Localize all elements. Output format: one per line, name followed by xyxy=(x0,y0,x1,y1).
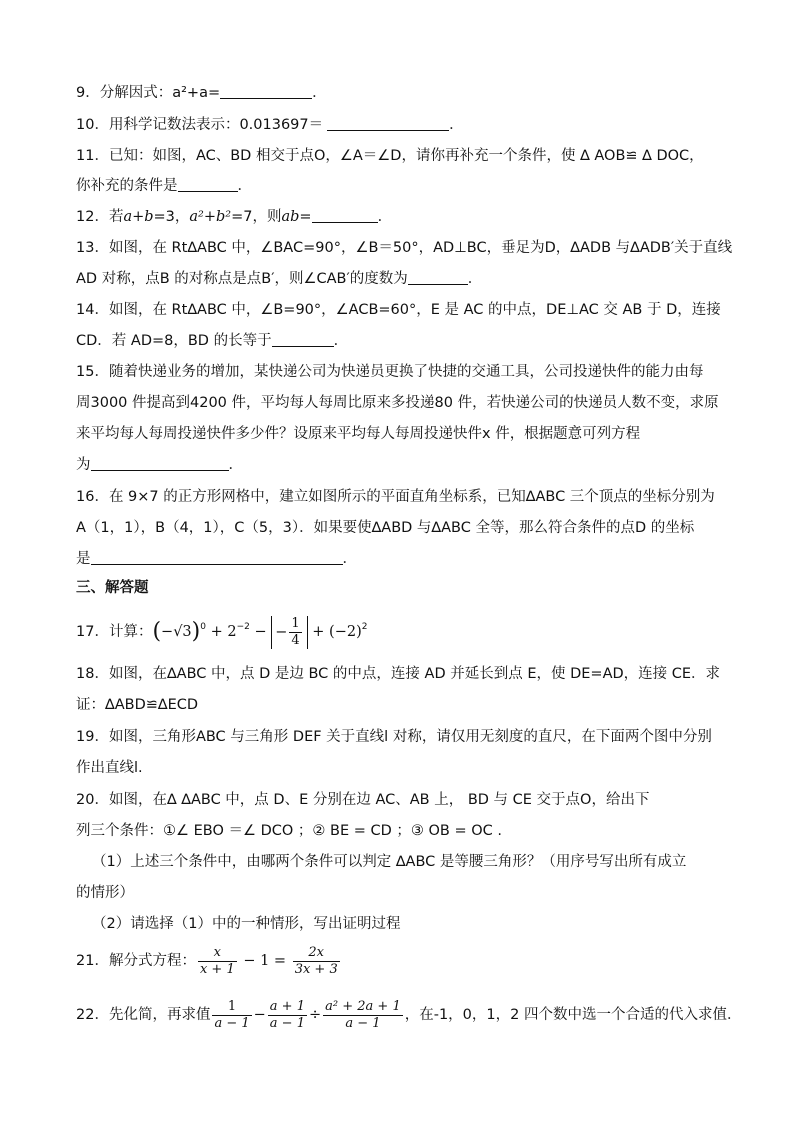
question-18-line1: 18．如图，在∆ABC 中，点 D 是边 BC 的中点，连接 AD 并延长到点 E，使 DE=AD，连接 CE．求 xyxy=(76,666,721,682)
question-13-line2: AD 对称，点B 的对称点是点B′，则∠CAB′的度数为 ． xyxy=(76,271,483,287)
question-16-line2: A（1，1），B（4，1），C（5，3）．如果要使∆ABD 与∆ABC 全等，那么符合条件的点D 的坐标 xyxy=(76,520,695,536)
answer-blank[interactable] xyxy=(91,549,343,565)
question-13-line1: 13．如图，在 Rt∆ABC 中，∠BAC=90°，∠B＝50°，AD⊥BC，垂足为D，∆ADB 与∆ADB′关于直线 xyxy=(76,240,733,256)
question-20-sub2: （2）请选择（1）中的一种情形，写出证明过程 xyxy=(92,916,401,932)
q10-text: 10．用科学记数法表示：0.013697＝ xyxy=(76,117,324,133)
question-16-line1: 16．在 9×7 的正方形网格中，建立如图所示的平面直角坐标系，已知∆ABC 三个顶点的坐标分别为 xyxy=(76,489,715,505)
question-14-line2: CD．若 AD=8，BD 的长等于 ． xyxy=(76,333,349,349)
question-22: 22．先化简，再求值 $\frac{1}{a - 1}$ − $\frac{a + 1}{a - 1}$ ÷ $\frac{\text{a² + 2a + 1}}{a - 1}$ ，在-1，0，1，2 四个数中选一个合适的代入求值． xyxy=(76,998,742,1031)
question-9: 9．分解因式：a²+a= ． xyxy=(76,85,327,101)
question-16-line3: 是 ． xyxy=(76,551,357,567)
question-11-line1: 11．已知：如图，AC、BD 相交于点O，∠A＝∠D，请你再补充一个条件，使 ∆ AOB≌ ∆ DOC， xyxy=(76,148,704,164)
question-12: 12．若a+b=3，a²+b²=7，则ab= ． xyxy=(76,209,393,225)
question-14-line1: 14．如图，在 Rt∆ABC 中，∠B=90°，∠ACB=60°，E 是 AC 的中点，DE⊥AC 交 AB 于 D，连接 xyxy=(76,302,721,318)
question-10: 10．用科学记数法表示：0.013697＝ ． xyxy=(76,117,464,133)
question-15-line2: 周3000 件提高到4200 件，平均每人每周比原来多投递80 件，若快递公司的快递员人数不变，求原 xyxy=(76,395,719,411)
answer-blank[interactable] xyxy=(91,455,229,471)
answer-blank[interactable] xyxy=(178,176,238,192)
fraction: $\frac{1}{a - 1}$ xyxy=(214,998,250,1031)
section-heading: 三、解答题 xyxy=(76,580,149,596)
question-21: 21．解分式方程： $\frac{x}{x + 1}$ − 1 = $\frac{2x}{3x + 3}$ xyxy=(76,944,338,977)
q9-text: 9．分解因式：a²+a= xyxy=(76,85,221,101)
question-11-line2: 你补充的条件是 ． xyxy=(76,178,252,194)
question-15-line3: 来平均每人每周投递快件多少件？设原来平均每人每周投递快件x 件，根据题意可列方程 xyxy=(76,426,641,442)
question-15-line1: 15．随着快递业务的增加，某快递公司为快递员更换了快捷的交通工具，公司投递快件的能力由每 xyxy=(76,364,704,380)
question-20-line2: 列三个条件：①∠ EBO ＝∠ DCO ；② BE = CD ；③ OB = OC . xyxy=(76,823,502,839)
answer-blank[interactable] xyxy=(272,331,334,347)
fraction: $\frac{1}{4}$ xyxy=(291,615,300,648)
fraction: $\frac{x}{x + 1}$ xyxy=(199,944,235,977)
question-20-sub1-cont: 的情形） xyxy=(76,885,134,901)
question-20-sub1: （1）上述三个条件中，由哪两个条件可以判定 ∆ABC 是等腰三角形？（用序号写出所有成立 xyxy=(92,854,687,870)
answer-blank[interactable] xyxy=(220,83,312,99)
fraction: $\frac{\text{a² + 2a + 1}}{a - 1}$ xyxy=(325,998,401,1031)
question-17: 17．计算：$(-√3)^0 + 2^{-2}$ − − $\frac{1}{4}$ + $(-2)^2$ xyxy=(76,615,368,648)
answer-blank[interactable] xyxy=(408,269,468,285)
absolute-value: − $\frac{1}{4}$ xyxy=(271,616,307,649)
question-15-line4: 为 ． xyxy=(76,457,243,473)
question-18-line2: 证：∆ABD≌∆ECD xyxy=(76,697,199,713)
question-19-line1: 19．如图，三角形ABC 与三角形 DEF 关于直线l 对称，请仅用无刻度的直尺，在下面两个图中分别 xyxy=(76,729,712,745)
fraction: $\frac{2x}{3x + 3}$ xyxy=(294,944,338,977)
answer-blank[interactable] xyxy=(327,115,449,131)
fraction: $\frac{a + 1}{a - 1}$ xyxy=(269,998,305,1031)
question-19-line2: 作出直线l. xyxy=(76,760,143,776)
answer-blank[interactable] xyxy=(312,207,378,223)
question-20-line1: 20．如图，在∆ ∆ABC 中，点 D、E 分别在边 AC、AB 上， BD 与 CE 交于点O，给出下 xyxy=(76,792,650,808)
